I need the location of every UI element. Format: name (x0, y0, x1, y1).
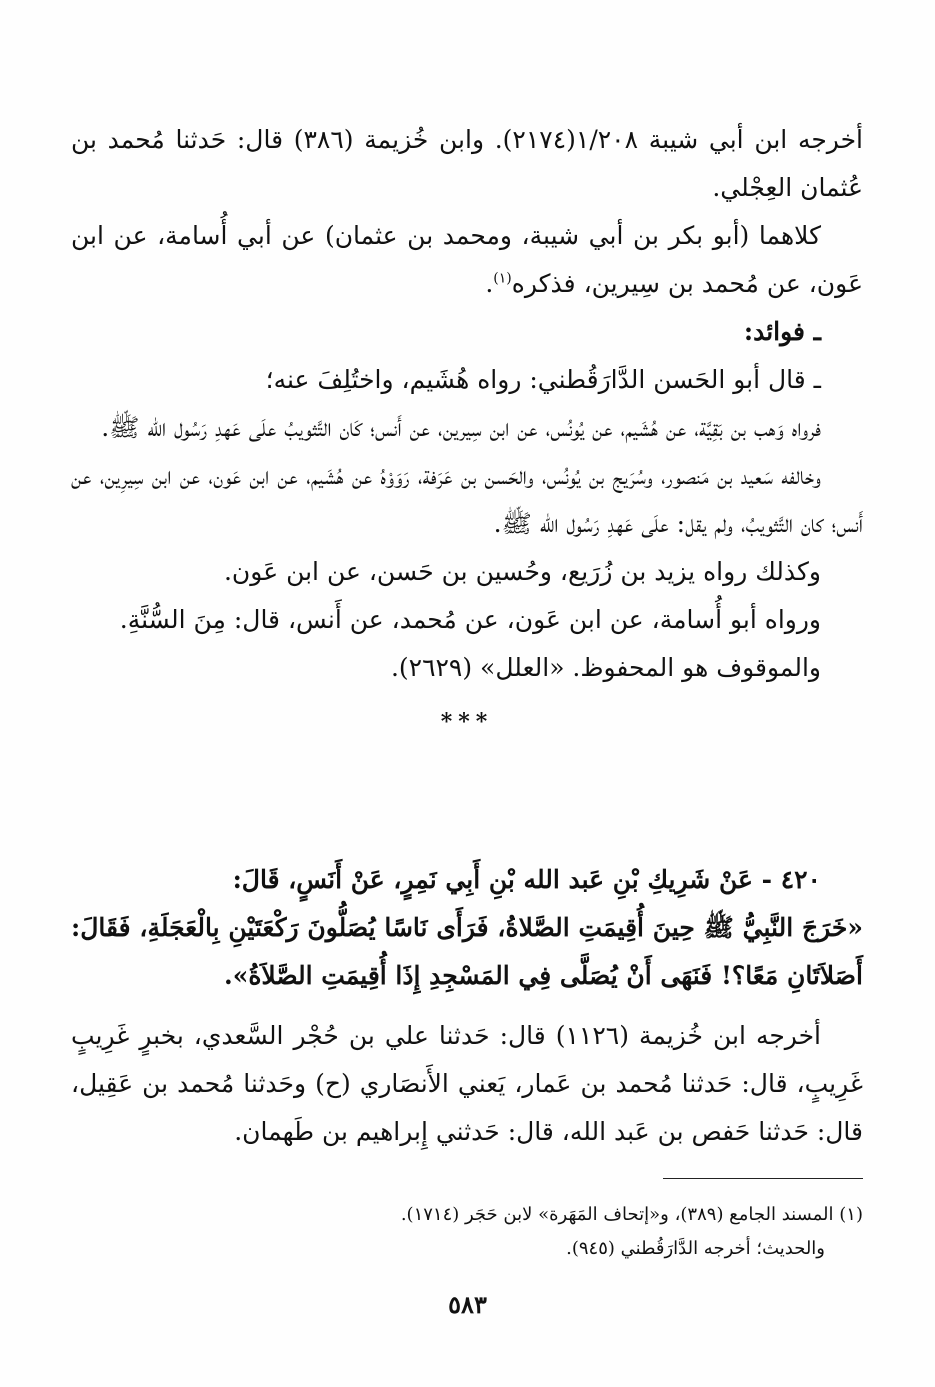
paragraph-riwaya-4: ورواه أبو أُسامة، عن ابن عَون، عن مُحمد، عن أَنس، قال: مِنَ السُّنَّةِ. (119, 605, 821, 634)
footnote-divider (663, 1178, 863, 1179)
takhrij-block (71, 1012, 863, 1156)
page-number: ٥٨٣ (448, 1290, 487, 1319)
paragraph-riwaya-3: وكذلك رواه يزيد بن زُرَيع، وحُسين بن حَسن، عن ابن عَون. (223, 557, 821, 586)
section-separator: *** (440, 709, 494, 735)
paragraph-takhrij-2 (71, 212, 863, 308)
paragraph-riwaya-2: وخالفه سَعيد بن مَنصور، وسُرَيج بن يُونُس، والحَسن بن عَرَفة، رَوَوْهُ عن هُشَيم، عن ابن عَون، عن ابن سِيرِين، عن أَنس؛ كان التَّثويبُ، ولم يقل: علَى عَهدِ رَسُول الله ﷺ. (71, 461, 863, 538)
paragraph-takhrij-3: أخرجه ابن خُزيمة (١١٢٦) قال: حَدثنا علي بن حُجْر السَّعدي، بخبرٍ غَرِيبٍ غَرِيبٍ، قال: حَدثنا مُحمد بن عَمار، يَعني الأَنصَاري (ح) وحَدثنا مُحمد بن عَقِيل، قال: حَدثنا حَفص بن عَبد الله، قال: حَدثني إِبراهيم بن طَهمان. (71, 1021, 863, 1146)
paragraph-takhrij-2-text: كلاهما (أبو بكر بن أبي شيبة، ومحمد بن عثمان) عن أبي أُسامة، عن ابن عَون، عن مُحمد بن سِيرين، فذكره (71, 221, 863, 298)
hadith-isnad: عَنْ شَرِيكِ بْنِ عَبد الله بْنِ أَبِي نَمِرٍ، عَنْ أَنَسٍ، قَالَ: (232, 865, 753, 894)
main-text-top (71, 116, 863, 752)
hadith-header (71, 856, 863, 904)
footnotes (71, 1198, 863, 1266)
hadith-matn: «خَرَجَ النَّبِيُّ ﷺ حِينَ أُقِيمَتِ الصَّلاةُ، فَرَأَى نَاسًا يُصَلُّونَ رَكْعَتَيْنِ بِالْعَجَلَةِ، فَقَالَ: أَصَلاَتَانِ مَعًا؟! فَنَهَى أَنْ يُصَلَّى فِي المَسْجِدِ إِذَا أُقِيمَتِ الصَّلاَةُ». (71, 913, 863, 990)
paragraph-daraqutni: ـ قال أبو الحَسن الدَّارَقُطني: رواه هُشَيم، واختُلِفَ عنه؛ (265, 365, 821, 394)
paragraph-takhrij-1: أخرجه ابن أبي شيبة ١/٢٠٨(٢١٧٤). وابن خُزيمة (٣٨٦) قال: حَدثنا مُحمد بن عُثمان العِجْلي. (71, 125, 864, 202)
hadith-block (71, 856, 863, 1000)
paragraph-riwaya-1: فرواه وَهب بن بَقِيَّة، عن هُشَيم، عن يُونُس، عن ابن سِيرين، عن أَنس؛ كَان التَّثويبُ علَى عَهدِ رَسُول الله ﷺ. (101, 413, 821, 442)
paragraph-takhrij-2-end: . (485, 269, 494, 298)
footnote-1: (١) المسند الجامع (٣٨٩)، و«إتحاف المَهَرة» لابن حَجَر (١٧١٤). (400, 1204, 863, 1225)
hadith-number: ٤٢٠ - (761, 865, 821, 894)
footnote-2: والحديث؛ أخرجه الدَّارَقُطني (٩٤٥). (566, 1238, 825, 1259)
footnote-ref-1[interactable]: (١) (493, 270, 512, 287)
paragraph-mawquf: والموقوف هو المحفوظ. «العلل» (٢٦٢٩). (390, 653, 821, 682)
fawaid-heading: ـ فوائد: (743, 317, 821, 346)
